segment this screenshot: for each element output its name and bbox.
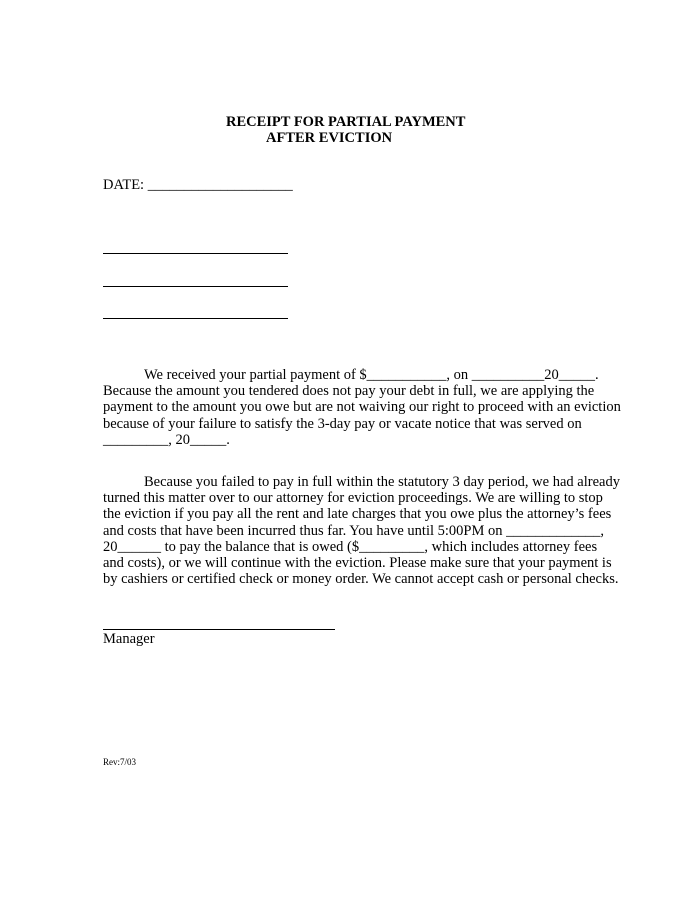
paragraph-line: and costs), or we will continue with the eviction. Please make sure that your payment is <box>103 555 612 572</box>
date-field: DATE: ____________________ <box>103 177 293 193</box>
paragraph-line: We received your partial payment of $___________, on __________20_____. <box>144 367 599 383</box>
paragraph-line: _________, 20_____. <box>103 431 230 448</box>
paragraph-line: Because you failed to pay in full within the statutory 3 day period, we had already <box>144 474 620 490</box>
paragraph-line: the eviction if you pay all the rent and late charges that you owe plus the attorney’s fees <box>103 506 612 523</box>
address-blank-line-2 <box>103 286 288 287</box>
paragraph-line: because of your failure to satisfy the 3-day pay or vacate notice that was served on <box>103 415 582 432</box>
paragraph-partial-payment <box>103 367 621 448</box>
paragraph-line: 20______ to pay the balance that is owed ($_________, which includes attorney fees <box>103 538 598 555</box>
paragraph-line: and costs that have been incurred thus far. You have until 5:00PM on _____________, <box>103 522 604 539</box>
address-blank-line-3 <box>103 318 288 319</box>
paragraph-line: by cashiers or certified check or money order. We cannot accept cash or personal checks. <box>103 571 619 588</box>
revision-note: Rev:7/03 <box>103 757 136 767</box>
signature-label: Manager <box>103 631 155 647</box>
signature-line <box>103 629 335 630</box>
paragraph-line: Because the amount you tendered does not pay your debt in full, we are applying the <box>103 383 595 400</box>
address-blank-line-1 <box>103 253 288 254</box>
document-title-line2: AFTER EVICTION <box>266 130 393 146</box>
document-title-line1: RECEIPT FOR PARTIAL PAYMENT <box>226 114 466 130</box>
paragraph-line: payment to the amount you owe but are not waiving our right to proceed with an eviction <box>103 399 621 416</box>
paragraph-line: turned this matter over to our attorney for eviction proceedings. We are willing to stop <box>103 490 603 507</box>
paragraph-attorney-notice <box>103 474 620 588</box>
